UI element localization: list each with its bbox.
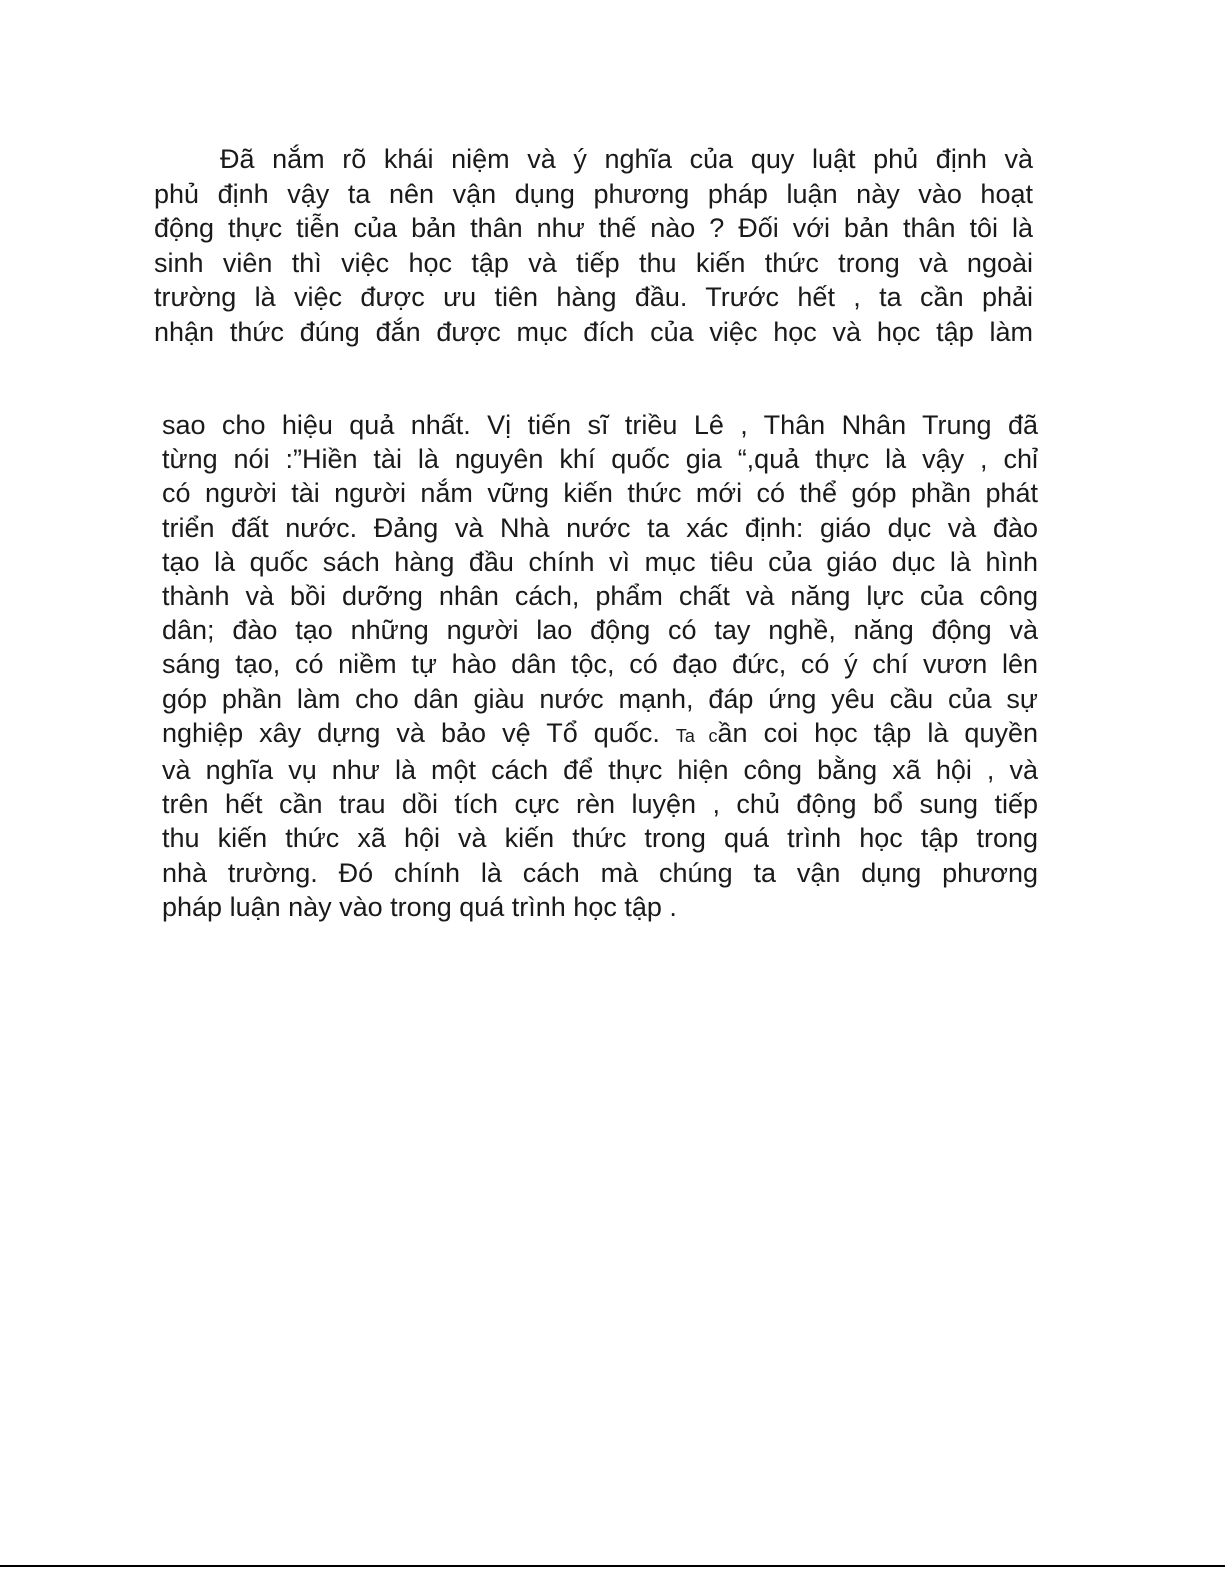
paragraph-line: sáng tạo, có niềm tự hào dân tộc, có đạo đức, có ý chí vươn lên (162, 649, 1038, 680)
paragraph-2 (162, 408, 1038, 924)
paragraph-line: triển đất nước. Đảng và Nhà nước ta xác định: giáo dục và đào (162, 512, 1038, 543)
paragraph-line: động thực tiễn của bản thân như thế nào ? Đối với bản thân tôi là (154, 213, 1033, 244)
small-text-run: Ta c (675, 725, 718, 746)
paragraph-line: và nghĩa vụ như là một cách để thực hiện công bằng xã hội , và (162, 755, 1038, 786)
paragraph-line: dân; đào tạo những người lao động có tay nghề, năng động và (162, 615, 1038, 646)
text-run: ần coi học tập là quyền (717, 717, 1038, 748)
paragraph-line: thu kiến thức xã hội và kiến thức trong quá trình học tập trong (162, 823, 1038, 854)
text-run: nghiệp xây dựng và bảo vệ Tổ quốc. (162, 717, 676, 748)
page-bottom-border (0, 1565, 1225, 1567)
paragraph-line: trên hết cần trau dồi tích cực rèn luyện , chủ động bổ sung tiếp (162, 789, 1038, 820)
paragraph-line: trường là việc được ưu tiên hàng đầu. Trước hết , ta cần phải (154, 282, 1033, 313)
paragraph-line: góp phần làm cho dân giàu nước mạnh, đáp ứng yêu cầu của sự (162, 683, 1038, 714)
paragraph-line: từng nói :”Hiền tài là nguyên khí quốc gia “,quả thực là vậy , chỉ (162, 444, 1038, 475)
paragraph-line: nhà trường. Đó chính là cách mà chúng ta vận dụng phương (162, 857, 1038, 888)
paragraph-line: sao cho hiệu quả nhất. Vị tiến sĩ triều Lê , Thân Nhân Trung đã (162, 410, 1038, 440)
paragraph-line: pháp luận này vào trong quá trình học tập . (162, 891, 677, 922)
paragraph-line: có người tài người nắm vững kiến thức mới có thể góp phần phát (162, 478, 1038, 509)
paragraph-line: phủ định vậy ta nên vận dụng phương pháp luận này vào hoạt (154, 178, 1033, 209)
paragraph-line: nhận thức đúng đắn được mục đích của việc học và học tập làm (154, 316, 1033, 347)
paragraph-line: thành và bồi dưỡng nhân cách, phẩm chất và năng lực của công (162, 581, 1038, 612)
paragraph-line: Đã nắm rõ khái niệm và ý nghĩa của quy luật phủ định và (220, 144, 1033, 174)
paragraph-1 (154, 142, 1033, 350)
paragraph-line: sinh viên thì việc học tập và tiếp thu kiến thức trong và ngoài (154, 247, 1033, 278)
paragraph-line: tạo là quốc sách hàng đầu chính vì mục tiêu của giáo dục là hình (162, 546, 1038, 577)
paragraph-line-mixed (162, 716, 1038, 753)
